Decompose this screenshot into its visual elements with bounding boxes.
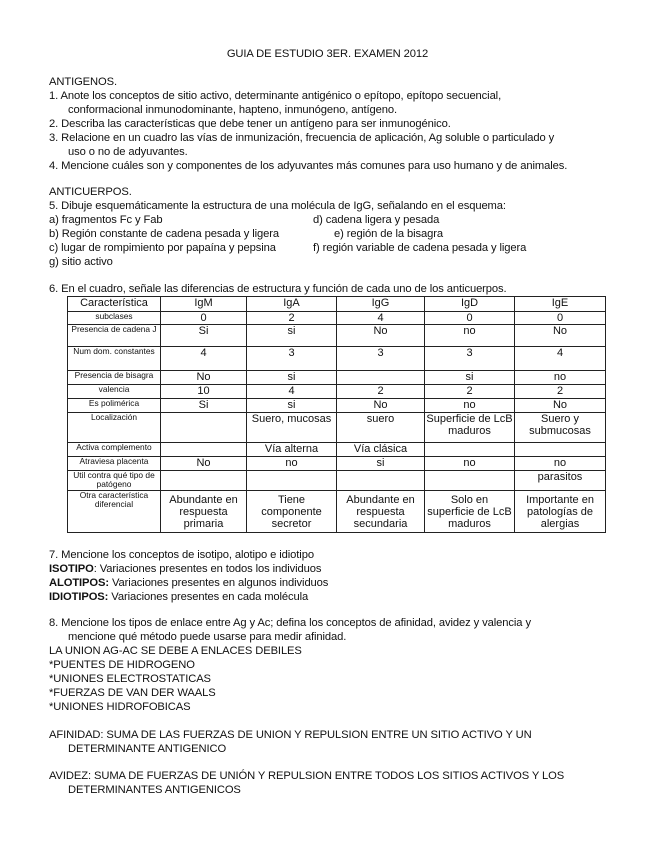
avidez-line2: DETERMINANTES ANTIGENICOS [68,784,241,796]
q6-line: 6. En el cuadro, señale las diferencias de estructura y función de cada uno de los anticuerpos. [49,283,507,295]
q3-line2: uso o no de adyuvantes. [68,146,188,158]
table-cell [161,471,247,491]
q3-line1: 3. Relacione en un cuadro las vías de inmunización, frecuencia de aplicación, Ag soluble o particulado y [49,132,555,144]
q7-isotipo [49,563,321,576]
q8-answer-line: LA UNION AG-AC SE DEBE A ENLACES DEBILES [49,645,302,657]
table-cell: si [337,457,425,471]
table-cell: No [161,457,247,471]
q5-option-e: e) región de la bisagra [334,228,444,240]
table-row-label: subclases [68,312,161,325]
table-row-label: Activa complemento [68,443,161,457]
table-cell: 0 [515,312,606,325]
table-cell: No [161,371,247,385]
table-row [68,491,606,533]
table-header-cell: Característica [68,297,161,312]
q7-idiotipos-text: Variaciones presentes en cada molécula [108,591,309,603]
table-row [68,385,606,399]
q7-isotipo-text: : Variaciones presentes en todos los individuos [93,563,322,575]
table-cell [161,443,247,457]
table-cell: Solo en superficie de LcB maduros [425,491,515,533]
q7-isotipo-term: ISOTIPO [49,563,94,575]
table-row-label: Localización [68,413,161,443]
anticuerpos-heading: ANTICUERPOS. [49,186,132,198]
table-cell: si [247,371,337,385]
afinidad-line2: DETERMINANTE ANTIGENICO [68,743,227,755]
table-cell: 4 [515,347,606,371]
table-cell: si [247,325,337,347]
table-cell: 2 [425,385,515,399]
q8-answer-line: *PUENTES DE HIDROGENO [49,659,195,671]
table-cell: Superficie de LcB maduros [425,413,515,443]
table-header-cell: IgM [161,297,247,312]
table-cell: Si [161,325,247,347]
table-row-label: Es polimérica [68,399,161,413]
q1-line1: 1. Anote los conceptos de sitio activo, determinante antigénico o epítopo, epítopo secuencial, [49,90,502,102]
table-cell: si [425,371,515,385]
table-cell: No [337,325,425,347]
table-cell: 2 [337,385,425,399]
table-cell: no [515,457,606,471]
table-row-label: valencia [68,385,161,399]
q5-option-a: a) fragmentos Fc y Fab [49,214,163,226]
table-cell: No [515,325,606,347]
table-cell: no [425,457,515,471]
table-cell: Tiene componente secretor [247,491,337,533]
table-row [68,325,606,347]
table-row [68,471,606,491]
table-row-label: Otra característica diferencial [68,491,161,533]
table-cell: 4 [247,385,337,399]
table-cell [337,471,425,491]
q5-line: 5. Dibuje esquemáticamente la estructura de una molécula de IgG, señalando en el esquema: [49,200,506,212]
table-cell [161,413,247,443]
q5-option-f: f) región variable de cadena pesada y ligera [313,242,527,254]
table-cell: suero [337,413,425,443]
afinidad-line1: AFINIDAD: SUMA DE LAS FUERZAS DE UNION Y REPULSION ENTRE UN SITIO ACTIVO Y UN [49,729,532,741]
table-row [68,457,606,471]
table-row [68,347,606,371]
table-cell: 2 [515,385,606,399]
table-cell: 3 [247,347,337,371]
table-row-label: Presencia de bisagra [68,371,161,385]
table-cell: 3 [337,347,425,371]
table-row [68,312,606,325]
table-header-cell: IgG [337,297,425,312]
table-cell: No [515,399,606,413]
table-row [68,399,606,413]
table-cell: no [247,457,337,471]
table-row-label: Presencia de cadena J [68,325,161,347]
table-cell: 2 [247,312,337,325]
table-header-cell: IgE [515,297,606,312]
antibody-differences-table [67,296,606,533]
q8-answer-line: *UNIONES ELECTROSTATICAS [49,673,211,685]
table-cell: 3 [425,347,515,371]
table-cell: 0 [425,312,515,325]
q8-question-line1: 8. Mencione los tipos de enlace entre Ag y Ac; defina los conceptos de afinidad, avidez y valencia y [49,617,531,629]
q2-line: 2. Describa las características que debe tener un antígeno para ser inmunogénico. [49,118,451,130]
table-cell: no [425,399,515,413]
table-cell: parasitos [515,471,606,491]
page-title: GUIA DE ESTUDIO 3ER. EXAMEN 2012 [226,48,429,60]
table-cell: Suero y submucosas [515,413,606,443]
table-cell: Abundante en respuesta secundaria [337,491,425,533]
q8-answer-line: *UNIONES HIDROFOBICAS [49,701,191,713]
q8-answer-line: *FUERZAS DE VAN DER WAALS [49,687,216,699]
antigenos-heading: ANTIGENOS. [49,76,117,88]
table-header-row [68,297,606,312]
table-cell: Importante en patologías de alergias [515,491,606,533]
table-cell: No [337,399,425,413]
table-cell [425,443,515,457]
table-row-label: Atraviesa placenta [68,457,161,471]
table-cell: no [425,325,515,347]
table-cell: 4 [161,347,247,371]
q5-option-b: b) Región constante de cadena pesada y ligera [49,228,279,240]
table-cell [247,471,337,491]
q5-option-d: d) cadena ligera y pesada [313,214,440,226]
table-cell: 0 [161,312,247,325]
table-row [68,443,606,457]
q7-idiotipos-term: IDIOTIPOS: [49,591,109,603]
table-cell: no [515,371,606,385]
table-row-label: Util contra qué tipo de patógeno [68,471,161,491]
q7-alotipos-term: ALOTIPOS: [49,577,110,589]
q5-option-g: g) sitio activo [49,256,113,268]
q7-idiotipos [49,591,308,604]
table-cell: 10 [161,385,247,399]
table-cell [425,471,515,491]
q7-alotipos-text: Variaciones presentes en algunos individuos [109,577,329,589]
table-cell [515,443,606,457]
q7-alotipos [49,577,328,590]
table-cell: si [247,399,337,413]
q7-question: 7. Mencione los conceptos de isotipo, alotipo e idiotipo [49,549,314,561]
table-header-cell: IgA [247,297,337,312]
table-row [68,413,606,443]
table-cell: Vía alterna [247,443,337,457]
table-row [68,371,606,385]
table-cell: Vía clásica [337,443,425,457]
table-cell [337,371,425,385]
table-cell: 4 [337,312,425,325]
table-header-cell: IgD [425,297,515,312]
table-cell: Si [161,399,247,413]
q4-line: 4. Mencione cuáles son y componentes de los adyuvantes más comunes para uso humano y de animales. [49,160,568,172]
q1-line2: conformacional inmunodominante, hapteno, inmunógeno, antígeno. [68,104,398,116]
table-row-label: Num dom. constantes [68,347,161,371]
avidez-line1: AVIDEZ: SUMA DE FUERZAS DE UNIÓN Y REPULSION ENTRE TODOS LOS SITIOS ACTIVOS Y LOS [49,770,565,782]
q8-question-line2: mencione qué método puede usarse para medir afinidad. [68,631,347,643]
table-cell: Abundante en respuesta primaria [161,491,247,533]
q5-option-c: c) lugar de rompimiento por papaína y pepsina [49,242,276,254]
table-cell: Suero, mucosas [247,413,337,443]
